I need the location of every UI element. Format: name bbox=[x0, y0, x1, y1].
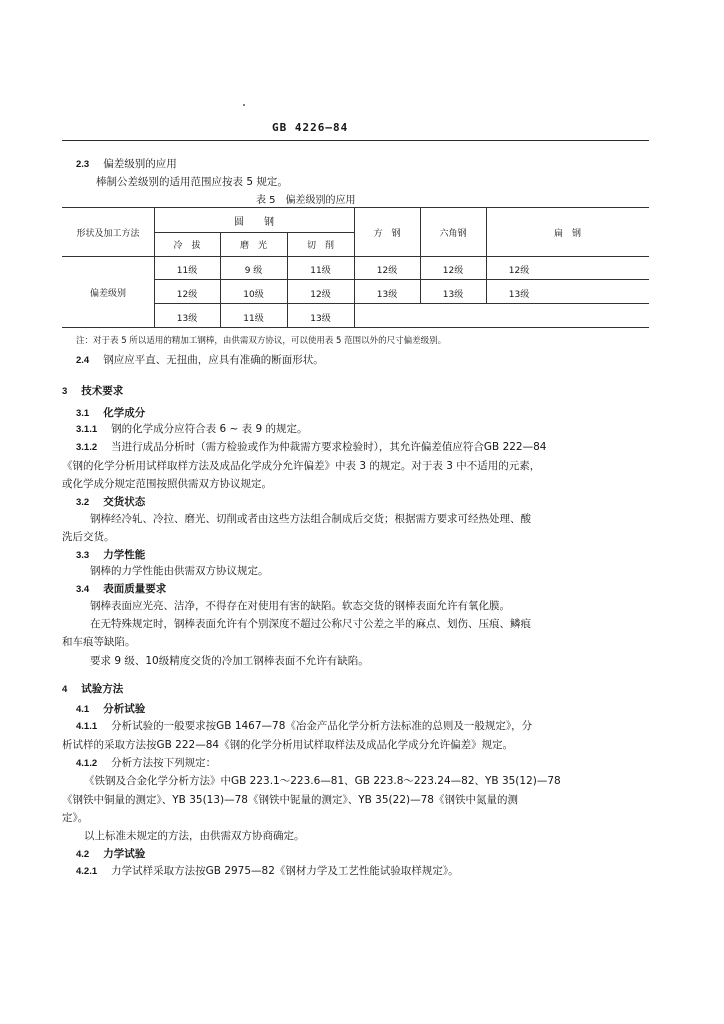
section-3-2-heading bbox=[76, 494, 145, 509]
section-number: 3.3 bbox=[76, 550, 90, 561]
scan-speck bbox=[243, 104, 245, 106]
table-cell: 13级 bbox=[376, 290, 398, 300]
tolerance-grade-label: 偏差级别 bbox=[89, 289, 126, 299]
section-number: 3 bbox=[62, 386, 68, 397]
section-4-1-1 bbox=[76, 718, 532, 733]
section-3-1-2-line3: 或化学成分规定范围按照供需双方协议规定。 bbox=[62, 478, 272, 490]
section-3-4-line3: 和车痕等缺陷。 bbox=[62, 636, 136, 648]
table-line bbox=[62, 256, 649, 257]
section-title: 力学试验 bbox=[103, 848, 146, 860]
section-3-4-line2: 在无特殊规定时，钢棒表面允许有个别深度不超过公称尺寸公差之半的麻点、划伤、压痕、鳞痕 bbox=[90, 618, 531, 630]
section-number: 2.4 bbox=[76, 355, 90, 366]
table-line bbox=[62, 327, 649, 328]
section-title: 偏差级别的应用 bbox=[103, 158, 177, 170]
section-4-1-2-line4: 以上标准未规定的方法，由供需双方协商确定。 bbox=[84, 830, 305, 842]
section-text: 当进行成品分析时（需方检验或作为仲裁需方要求检验时），其允许偏差值应符合GB 222—84 bbox=[111, 441, 547, 453]
section-3-2-line2: 洗后交货。 bbox=[62, 531, 115, 543]
table-cell: 13级 bbox=[442, 290, 464, 300]
section-4-1-2-line3: 定》。 bbox=[62, 812, 89, 824]
table-line bbox=[154, 279, 649, 280]
table-cell: 11级 bbox=[176, 266, 198, 276]
table-cell: 12级 bbox=[442, 266, 464, 276]
section-title: 交货状态 bbox=[103, 496, 146, 508]
section-number: 3.2 bbox=[76, 497, 90, 508]
section-number: 4.2 bbox=[76, 849, 90, 860]
section-4-1-1-line2: 析试样的采取方法按GB 222—84《钢的化学分析用试样取样法及成品化学成分允许偏差》规定。 bbox=[62, 739, 514, 751]
section-4-1-heading bbox=[76, 701, 145, 716]
section-3-4-line4: 要求 9 级、10级精度交货的冷加工钢棒表面不允许有缺陷。 bbox=[90, 655, 369, 667]
section-number: 4 bbox=[62, 684, 68, 695]
machined-header: 切 削 bbox=[306, 241, 334, 251]
section-number: 4.2.1 bbox=[76, 866, 98, 877]
section-4-heading bbox=[62, 681, 123, 696]
table-line bbox=[62, 207, 649, 208]
section-number: 3.4 bbox=[76, 584, 90, 595]
section-3-1-2-line2: 《钢的化学分析用试样取样方法及成品化学成分允许偏差》中表 3 的规定。对于表 3 中不适用的元素， bbox=[62, 460, 541, 472]
section-number: 4.1.1 bbox=[76, 721, 98, 732]
round-steel-header: 圆 钢 bbox=[234, 217, 274, 228]
section-number: 4.1.2 bbox=[76, 758, 98, 769]
section-3-1-2 bbox=[76, 439, 546, 454]
section-4-2-heading bbox=[76, 846, 145, 861]
section-3-4-line1: 钢棒表面应光亮、洁净，不得存在对使用有害的缺陷。软态交货的钢棒表面允许有氧化膜。 bbox=[90, 600, 510, 612]
section-number: 3.1 bbox=[76, 408, 90, 419]
table-cell: 11级 bbox=[243, 314, 264, 324]
table-cell: 11级 bbox=[310, 266, 331, 276]
section-title: 分析试验 bbox=[103, 703, 146, 715]
section-number: 2.3 bbox=[76, 159, 90, 170]
section-4-1-2-line2: 《钢铁中铜量的测定》、YB 35(13)—78《钢铁中铌量的测定》、YB 35(22)—78《钢铁中氮量的测 bbox=[62, 794, 518, 806]
table-5-caption: 表 5 偏差级别的应用 bbox=[256, 195, 356, 206]
section-2-3-heading bbox=[76, 156, 177, 171]
section-text: 分析试验的一般要求按GB 1467—78《冶金产品化学分析方法标准的总则及一般规定》，分 bbox=[111, 720, 533, 732]
table-cell: 12级 bbox=[310, 290, 331, 300]
section-number: 3.1.2 bbox=[76, 442, 98, 453]
section-title: 力学性能 bbox=[103, 549, 146, 561]
section-title: 技术要求 bbox=[81, 385, 124, 397]
flat-steel-header: 扁 钢 bbox=[553, 229, 581, 239]
table-cell: 12级 bbox=[376, 266, 398, 276]
section-number: 3.1.1 bbox=[76, 424, 98, 435]
table-cell: 12级 bbox=[176, 290, 198, 300]
hexagon-steel-header: 六角钢 bbox=[439, 229, 467, 239]
cold-drawn-header: 冷 拔 bbox=[173, 241, 201, 251]
table-corner-header: 形状及加工方法 bbox=[76, 229, 140, 239]
section-2-3-text: 棒制公差级别的适用范围应按表 5 规定。 bbox=[96, 176, 288, 188]
section-text: 钢的化学成分应符合表 6 ~ 表 9 的规定。 bbox=[111, 423, 308, 435]
section-text: 力学试样采取方法按GB 2975—82《钢材力学及工艺性能试验取样规定》。 bbox=[111, 865, 459, 877]
standard-number-header: GB 4226—84 bbox=[272, 121, 349, 134]
table-cell: 13级 bbox=[176, 314, 198, 324]
section-3-1-1 bbox=[76, 421, 308, 436]
polished-header: 磨 光 bbox=[239, 241, 267, 251]
section-3-4-heading bbox=[76, 581, 166, 596]
table-cell: 10级 bbox=[243, 290, 264, 300]
section-title: 化学成分 bbox=[103, 407, 146, 419]
table-5-note: 注：对于表 5 所以适用的精加工钢棒，由供需双方协议，可以使用表 5 范围以外的尺寸偏差级别。 bbox=[76, 336, 447, 346]
table-cell: 12级 bbox=[508, 266, 530, 276]
section-text: 钢应应平直、无扭曲，应具有准确的断面形状。 bbox=[103, 354, 324, 366]
table-cell: 9 级 bbox=[244, 266, 263, 276]
section-2-4 bbox=[76, 352, 324, 367]
section-number: 4.1 bbox=[76, 704, 90, 715]
header-rule bbox=[62, 140, 649, 141]
section-3-1-heading bbox=[76, 405, 145, 420]
section-3-2-line1: 钢棒经冷轧、冷拉、磨光、切削或者由这些方法组合制成后交货；根据需方要求可经热处理、酸 bbox=[90, 513, 531, 525]
section-3-3-text: 钢棒的力学性能由供需双方协议规定。 bbox=[90, 565, 269, 577]
table-line bbox=[154, 232, 354, 233]
section-4-1-2-line1: 《铁钢及合金化学分析方法》中GB 223.1～223.6—81、GB 223.8～223.24—82、YB 35(12)—78 bbox=[84, 775, 561, 787]
table-line bbox=[154, 303, 649, 304]
square-steel-header: 方 钢 bbox=[373, 229, 401, 239]
section-4-1-2 bbox=[76, 755, 216, 770]
section-3-heading bbox=[62, 383, 123, 398]
section-4-2-1 bbox=[76, 863, 459, 878]
section-title: 试验方法 bbox=[81, 683, 124, 695]
section-text: 分析方法按下列规定： bbox=[111, 757, 217, 769]
section-title: 表面质量要求 bbox=[103, 583, 167, 595]
table-cell: 13级 bbox=[508, 290, 530, 300]
section-3-3-heading bbox=[76, 547, 145, 562]
table-cell: 13级 bbox=[310, 314, 331, 324]
